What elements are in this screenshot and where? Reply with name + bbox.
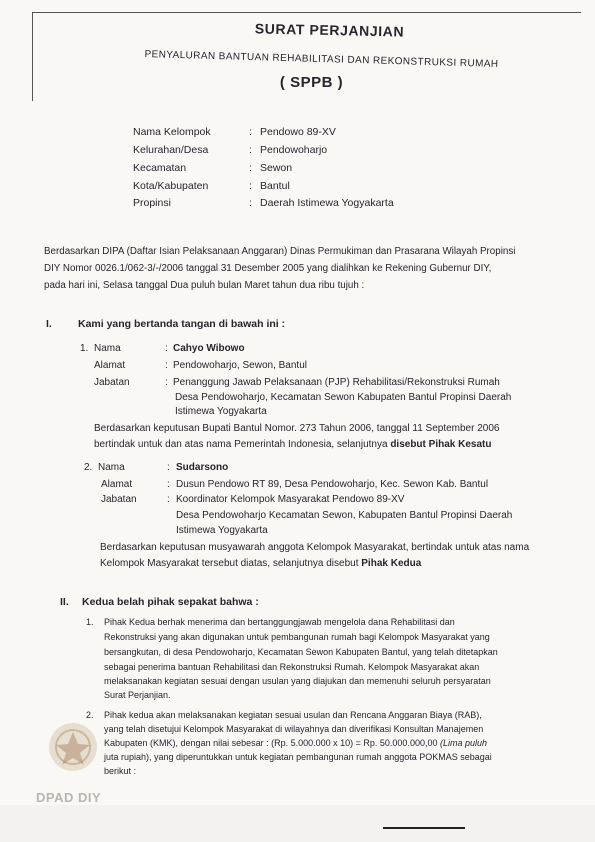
position-label: Jabatan — [94, 377, 130, 388]
party1-position-line: Penanggung Jawab Pelaksanaan (PJP) Rehabilitasi/Rekonstruksi Rumah — [173, 377, 500, 388]
item-line — [104, 738, 487, 748]
item-number: 2. — [86, 710, 94, 720]
party-number: 1. — [80, 343, 89, 354]
section-heading: Kedua belah pihak sepakat bahwa : — [82, 596, 259, 608]
watermark: DPAD DIY — [36, 790, 102, 805]
bottom-rule — [383, 827, 465, 829]
item-line: Pihak Kedua berhak menerima dan bertanggungjawab mengelola dana Rehabilitasi dan — [104, 617, 455, 627]
party2-position-line: Desa Pendowoharjo Kecamatan Sewon, Kabupaten Bantul Propinsi Daerah — [176, 510, 513, 521]
section-heading: Kami yang bertanda tangan di bawah ini : — [78, 318, 286, 330]
party1-name: Cahyo Wibowo — [173, 343, 245, 354]
intro-line: DIY Nomor 0026.1/062-3/-/2006 tanggal 31 Desember 2005 yang dialihkan ke Rekening Gubernur DIY, — [44, 263, 492, 274]
party1-basis: Berdasarkan keputusan Bupati Bantul Nomor. 273 Tahun 2006, tanggal 11 September 2006 — [94, 423, 500, 434]
item-amount-words: (Lima puluh — [440, 738, 488, 748]
item-line: juta rupiah), yang diperuntukkan untuk kegiatan pembangunan rumah anggota POKMAS sebagai — [104, 752, 492, 762]
intro-line: pada hari ini, Selasa tanggal Dua puluh bulan Maret tahun dua ribu tujuh : — [44, 280, 365, 291]
item-line: Pihak kedua akan melaksanakan kegiatan sesuai usulan dan Rencana Anggaran Biaya (RAB), — [104, 710, 482, 720]
info-value: Pendowoharjo — [260, 144, 328, 156]
info-label: Kelurahan/Desa — [133, 144, 209, 156]
position-label: Jabatan — [101, 494, 137, 505]
item-line: sebagai penerima bantuan Rehabilitasi dan Rekonstruksi Rumah. Kelompok Masyarakat akan — [104, 662, 480, 672]
party1-address: Pendowoharjo, Sewon, Bantul — [173, 360, 307, 371]
item-line: Surat Perjanjian. — [104, 690, 171, 700]
party2-basis: Berdasarkan keputusan musyawarah anggota Kelompok Masyarakat, bertindak untuk atas nama — [100, 542, 530, 553]
info-label: Nama Kelompok — [133, 126, 211, 138]
info-label: Kota/Kabupaten — [133, 180, 209, 192]
party-number: 2. — [84, 462, 93, 473]
party1-alias: disebut Pihak Kesatu — [390, 439, 492, 450]
party1-basis-text: bertindak untuk dan atas nama Pemerintah Indonesia, selanjutnya — [94, 439, 388, 450]
party2-basis-text: Kelompok Masyarakat tersebut diatas, selanjutnya disebut — [100, 558, 359, 569]
info-label: Kecamatan — [133, 162, 187, 174]
item-line: melaksanakan kegiatan sesuai dengan usulan yang diajukan dan memenuhi seluruh persyaratan — [104, 676, 491, 686]
address-label: Alamat — [101, 479, 133, 490]
party2-position-line: Koordinator Kelompok Masyarakat Pendowo 89-XV — [176, 494, 405, 505]
info-value: Bantul — [260, 180, 290, 192]
document-subtitle: PENYALURAN BANTUAN REHABILITASI DAN REKONSTRUKSI RUMAH — [144, 49, 499, 70]
institution-seal-icon — [44, 718, 102, 776]
party2-name: Sudarsono — [176, 462, 229, 473]
party1-position-line: Desa Pendowoharjo, Kecamatan Sewon Kabupaten Bantul Propinsi Daerah — [175, 392, 512, 403]
item-amount-text: Kabupaten (KMK), dengan nilai sebesar : (Rp. 5.000.000 x 10) = Rp. 50.000.000,00 — [104, 738, 438, 748]
info-value: Pendowo 89-XV — [260, 126, 336, 138]
party1-position-line: Istimewa Yogyakarta — [175, 406, 267, 417]
document-title: SURAT PERJANJIAN — [254, 20, 405, 40]
item-line: berikut : — [104, 766, 137, 776]
party2-address: Dusun Pendowo RT 89, Desa Pendowoharjo, Kec. Sewon Kab. Bantul — [176, 479, 489, 490]
address-label: Alamat — [94, 360, 126, 371]
name-label: Nama — [98, 462, 125, 473]
intro-line: Berdasarkan DIPA (Daftar Isian Pelaksanaan Anggaran) Dinas Permukiman dan Prasarana Wilayah Propinsi — [44, 246, 516, 257]
info-value: Sewon — [260, 162, 293, 174]
party2-basis-line2 — [100, 558, 421, 569]
name-label: Nama — [94, 343, 121, 354]
item-number: 1. — [86, 617, 94, 627]
party1-basis-line2 — [94, 439, 491, 450]
section-number: I. — [46, 318, 52, 330]
section-number: II. — [60, 596, 69, 608]
item-line: Rekonstruksi yang akan digunakan untuk pembangunan rumah bagi Kelompok Masyarakat yang — [104, 632, 490, 642]
info-value: Daerah Istimewa Yogyakarta — [260, 197, 394, 209]
party2-position-line: Istimewa Yogyakarta — [176, 525, 268, 536]
item-line: bersangkutan, di desa Pendowoharjo, Kecamatan Sewon Kabupaten Bantul, yang telah ditetapkan — [104, 647, 498, 657]
document-page: SURAT PERJANJIAN PENYALURAN BANTUAN REHABILITASI DAN REKONSTRUKSI RUMAH ( SPPB ) Nama Kelompok : Pendowo 89-XV Kelurahan/Desa : Pendowoharjo Kecamatan : Sewon Kota/Kabupaten : Bantul Propinsi : Daerah Istimewa Yogyakarta Berdasarkan DIPA (Daftar Isian Pelaksanaan Anggaran) Dinas Permukiman dan Prasarana Wilayah Propinsi DIY Nomor 0026.1/062-3/-/2006 tanggal 31 Desember 2005 yang dialihkan ke Rekening Gubernur DIY, pada hari ini, Selasa tanggal Dua puluh bulan Maret tahun dua ribu tujuh : I. Kami yang bertanda tangan di bawah ini : 1. Nama : Cahyo Wibowo Alamat : Pendowoharjo, Sewon, Bantul Jabatan : Penanggung Jawab Pelaksanaan (PJP) Rehabilitasi/Rekonstruksi Rumah Desa Pendowoharjo, Kecamatan Sewon Kabupaten Bantul Propinsi Daerah Istimewa Yogyakarta Berdasarkan keputusan Bupati Bantul Nomor. 273 Tahun 2006, tanggal 11 September 2006 bertindak untuk dan atas nama Pemerintah Indonesia, selanjutnya disebut Pihak Kesatu 2. Nama : Sudarsono Alamat : Dusun Pendowo RT 89, Desa Pendowoharjo, Kec. Sewon Kab. Bantul Jabatan : Koordinator Kelompok Masyarakat Pendowo 89-XV Desa Pendowoharjo Kecamatan Sewon, Kabupaten Bantul Propinsi Daerah Istimewa Yogyakarta Berdasarkan keputusan musyawarah anggota Kelompok Masyarakat, bertindak untuk atas nama Kelompok Masyarakat tersebut diatas, selanjutnya disebut Pihak Kedua II. Kedua belah pihak sepakat bahwa : 1. Pihak Kedua berhak menerima dan bertanggungjawab mengelola dana Rehabilitasi dan Rekonstruksi yang akan digunakan untuk pembangunan rumah bagi Kelompok Masyarakat yang bersangkutan, di desa Pendowoharjo, Kecamatan Sewon Kabupaten Bantul, yang telah ditetapkan sebagai penerima bantuan Rehabilitasi dan Rekonstruksi Rumah. Kelompok Masyarakat akan melaksanakan kegiatan sesuai dengan usulan yang diajukan dan memenuhi seluruh persyaratan Surat Perjanjian. 2. Pihak kedua akan melaksanakan kegiatan sesuai usulan dan Rencana Anggaran Biaya (RAB), yang telah disetujui Kelompok Masyarakat di wilayahnya dan diverifikasi Konsultan Manajemen Kabupaten (KMK), dengan nilai sebesar : (Rp. 5.000.000 x 10) = Rp. 50.000.000,00 (Lima puluh juta rupiah), yang diperuntukkan untuk kegiatan pembangunan rumah anggota POKMAS sebagai berikut : DPAD DIY — [0, 0, 595, 842]
party2-alias: Pihak Kedua — [361, 558, 422, 569]
document-code: ( SPPB ) — [279, 74, 344, 91]
item-line: yang telah disetujui Kelompok Masyarakat di wilayahnya dan diverifikasi Konsultan Manajemen — [104, 724, 484, 734]
info-label: Propinsi — [133, 197, 171, 209]
